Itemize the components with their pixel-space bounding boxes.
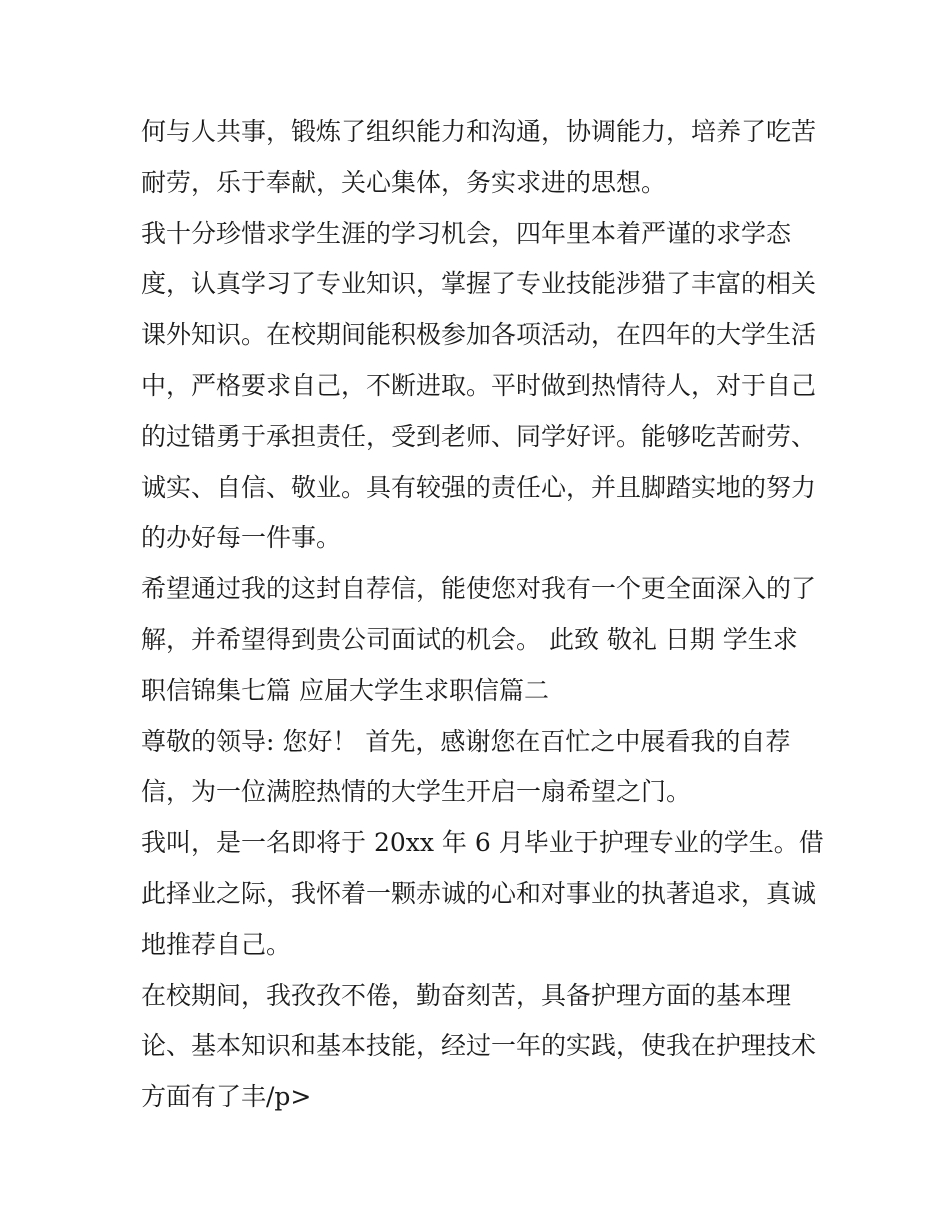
paragraph-2 (141, 209, 821, 565)
text-line: 解，并希望得到贵公司面试的机会。 此致 敬礼 日期 学生求 (141, 624, 798, 654)
text-line: 信，为一位满腔热情的大学生开启一扇希望之门。 (141, 777, 692, 807)
text-line: 在校期间，我孜孜不倦，勤奋刻苦，具备护理方面的基本理 (141, 980, 792, 1010)
paragraph-1 (141, 107, 821, 209)
text-line: 方面有了丰/p> (141, 1082, 312, 1112)
text-line: 希望通过我的这封自荐信，能使您对我有一个更全面深入的了 (141, 574, 817, 604)
text-line: 我十分珍惜求学生涯的学习机会，四年里本着严谨的求学态 (141, 218, 792, 248)
text-line: 我叫，是一名即将于 20xx 年 6 月毕业于护理专业的学生。借 (141, 828, 824, 858)
text-line: 度，认真学习了专业知识，掌握了专业技能涉猎了丰富的相关 (141, 269, 817, 299)
text-line: 职信锦集七篇 应届大学生求职信篇二 (141, 675, 549, 705)
text-line: 何与人共事，锻炼了组织能力和沟通，协调能力，培养了吃苦 (141, 117, 817, 146)
paragraph-6 (141, 971, 821, 1123)
text-line: 的办好每一件事。 (141, 523, 342, 553)
text-line: 的过错勇于承担责任，受到老师、同学好评。能够吃苦耐劳、 (141, 421, 817, 451)
text-line: 尊敬的领导: 您好！ 首先，感谢您在百忙之中展看我的自荐 (141, 726, 791, 756)
text-line: 耐劳，乐于奉献，关心集体，务实求进的思想。 (141, 167, 667, 197)
text-line: 中，严格要求自己，不断进取。平时做到热情待人，对于自己 (141, 370, 817, 400)
paragraph-4 (141, 717, 821, 819)
text-line: 此择业之际，我怀着一颗赤诚的心和对事业的执著追求，真诚 (141, 878, 817, 908)
paragraph-5 (141, 818, 824, 970)
text-line: 课外知识。在校期间能积极参加各项活动，在四年的大学生活 (141, 320, 817, 350)
text-line: 地推荐自己。 (141, 929, 292, 959)
paragraph-3 (141, 564, 821, 716)
text-line: 诚实、自信、敬业。具有较强的责任心，并且脚踏实地的努力 (141, 472, 817, 502)
text-line: 论、基本知识和基本技能，经过一年的实践，使我在护理技术 (141, 1031, 817, 1061)
document-body (141, 107, 824, 1123)
